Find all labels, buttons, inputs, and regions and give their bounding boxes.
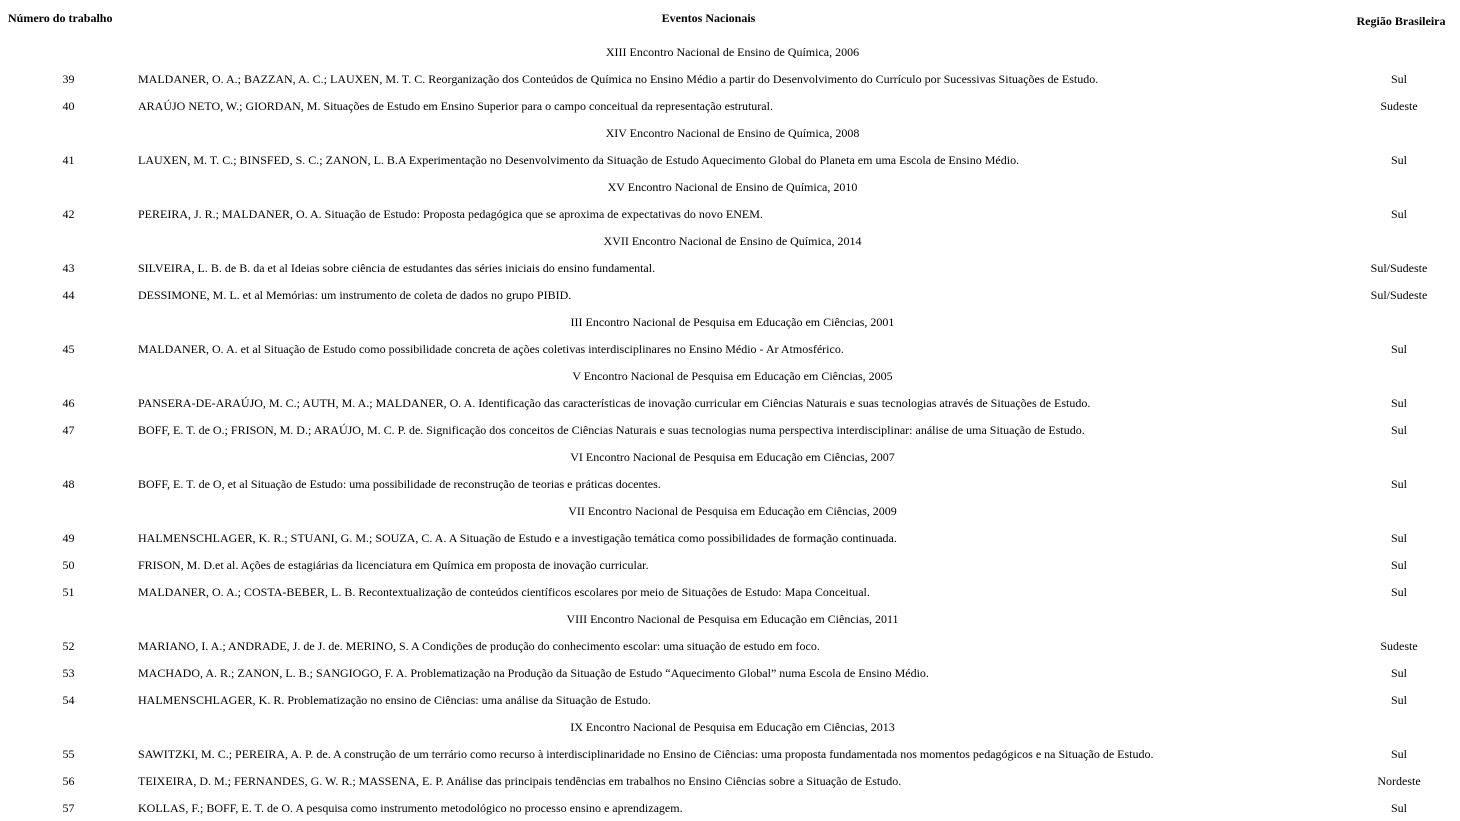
work-number: 46 <box>62 395 75 410</box>
event-title-row <box>0 38 1460 65</box>
work-reference: PEREIRA, J. R.; MALDANER, O. A. Situação de Estudo: Proposta pedagógica que se aproxima de expectativas do novo ENEM. <box>138 206 763 221</box>
empty-cell <box>0 443 137 470</box>
work-reference: SAWITZKI, M. C.; PEREIRA, A. P. de. A construção de um terrário como recurso à interdisciplinaridade no Ensino de Ciências: uma proposta fundamentada nos momentos pedagógicos e na Situação de Estudo. <box>138 746 1154 761</box>
work-region: Sudeste <box>1380 98 1418 113</box>
work-number: 49 <box>62 530 75 545</box>
work-row <box>0 686 1460 713</box>
work-row <box>0 335 1460 362</box>
empty-cell <box>0 119 137 146</box>
header-events: Eventos Nacionais <box>661 11 756 25</box>
work-number: 41 <box>62 152 75 167</box>
work-number: 50 <box>62 557 75 572</box>
work-region: Sul/Sudeste <box>1370 287 1428 302</box>
works-table <box>0 4 1460 821</box>
event-title: VI Encontro Nacional de Pesquisa em Educação em Ciências, 2007 <box>570 449 895 464</box>
work-reference: HALMENSCHLAGER, K. R.; STUANI, G. M.; SOUZA, C. A. A Situação de Estudo e a investigação temática como possibilidades de formação continuada. <box>138 530 897 545</box>
work-number: 45 <box>62 341 75 356</box>
empty-cell <box>1338 362 1460 389</box>
work-region: Sul <box>1390 476 1407 491</box>
work-reference: PANSERA-DE-ARAÚJO, M. C.; AUTH, M. A.; MALDANER, O. A. Identificação das características de inovação curricular em Ciências Naturais e suas tecnologias através de Situações de Estudo. <box>138 395 1091 410</box>
event-title-row <box>0 605 1460 632</box>
work-reference: MALDANER, O. A. et al Situação de Estudo como possibilidade concreta de ações coletivas interdisciplinares no Ensino Médio - Ar Atmosférico. <box>138 341 844 356</box>
empty-cell <box>1338 308 1460 335</box>
work-region: Sul <box>1390 746 1407 761</box>
work-row <box>0 551 1460 578</box>
work-number: 54 <box>62 692 75 707</box>
work-reference: BOFF, E. T. de O, et al Situação de Estudo: uma possibilidade de reconstrução de teorias e práticas docentes. <box>138 476 661 491</box>
empty-cell <box>1338 713 1460 740</box>
work-row <box>0 254 1460 281</box>
empty-cell <box>0 605 137 632</box>
work-number: 43 <box>62 260 75 275</box>
work-row <box>0 470 1460 497</box>
event-title-row <box>0 227 1460 254</box>
work-number: 44 <box>62 287 75 302</box>
empty-cell <box>1338 605 1460 632</box>
event-title: III Encontro Nacional de Pesquisa em Educação em Ciências, 2001 <box>570 314 895 329</box>
event-title-row <box>0 443 1460 470</box>
empty-cell <box>0 227 137 254</box>
work-number: 42 <box>62 206 75 221</box>
work-number: 52 <box>62 638 75 653</box>
work-number: 39 <box>62 71 75 86</box>
work-region: Sul <box>1390 692 1407 707</box>
event-title-row <box>0 497 1460 524</box>
event-title: IX Encontro Nacional de Pesquisa em Educação em Ciências, 2013 <box>570 719 895 734</box>
event-title-row <box>0 119 1460 146</box>
work-region: Sul <box>1390 800 1407 815</box>
work-row <box>0 794 1460 821</box>
event-title-row <box>0 362 1460 389</box>
work-reference: TEIXEIRA, D. M.; FERNANDES, G. W. R.; MASSENA, E. P. Análise das principais tendências em trabalhos no Ensino Ciências sobre a Situação de Estudo. <box>138 773 902 788</box>
work-region: Nordeste <box>1377 773 1421 788</box>
work-number: 55 <box>62 746 75 761</box>
empty-cell <box>1338 497 1460 524</box>
event-title: V Encontro Nacional de Pesquisa em Educação em Ciências, 2005 <box>572 368 893 383</box>
work-reference: FRISON, M. D.et al. Ações de estagiárias da licenciatura em Química em proposta de inovação curricular. <box>138 557 649 572</box>
event-title-row <box>0 308 1460 335</box>
empty-cell <box>0 713 137 740</box>
work-reference: ARAÚJO NETO, W.; GIORDAN, M. Situações de Estudo em Ensino Superior para o campo conceitual da representação estrutural. <box>138 98 773 113</box>
work-row <box>0 767 1460 794</box>
empty-cell <box>1338 227 1460 254</box>
event-title: VIII Encontro Nacional de Pesquisa em Educação em Ciências, 2011 <box>566 611 899 626</box>
event-title: XVII Encontro Nacional de Ensino de Química, 2014 <box>603 233 862 248</box>
work-reference: LAUXEN, M. T. C.; BINSFED, S. C.; ZANON, L. B.A Experimentação no Desenvolvimento da Situação de Estudo Aquecimento Global do Planeta em uma Escola de Ensino Médio. <box>138 152 1020 167</box>
header-number: Número do trabalho <box>8 11 113 25</box>
work-region: Sul <box>1390 71 1407 86</box>
empty-cell <box>0 38 137 65</box>
work-region: Sul <box>1390 341 1407 356</box>
work-row <box>0 659 1460 686</box>
work-row <box>0 65 1460 92</box>
work-row <box>0 524 1460 551</box>
event-title-row <box>0 173 1460 200</box>
event-title: XV Encontro Nacional de Ensino de Química, 2010 <box>607 179 858 194</box>
work-region: Sul <box>1390 557 1407 572</box>
work-reference: BOFF, E. T. de O.; FRISON, M. D.; ARAÚJO, M. C. P. de. Significação dos conceitos de Ciências Naturais e suas tecnologias numa perspectiva interdisciplinar: análise de uma Situação de Estudo. <box>138 422 1085 437</box>
work-row <box>0 389 1460 416</box>
work-region: Sul <box>1390 665 1407 680</box>
work-number: 57 <box>62 800 75 815</box>
empty-cell <box>0 497 137 524</box>
header-region: Região Brasileira <box>1356 14 1446 28</box>
work-reference: MARIANO, I. A.; ANDRADE, J. de J. de. MERINO, S. A Condições de produção do conhecimento escolar: uma situação de estudo em foco. <box>138 638 820 653</box>
work-row <box>0 416 1460 443</box>
work-row <box>0 92 1460 119</box>
event-title-row <box>0 713 1460 740</box>
work-row <box>0 200 1460 227</box>
empty-cell <box>1338 119 1460 146</box>
work-region: Sudeste <box>1380 638 1418 653</box>
event-title: XIII Encontro Nacional de Ensino de Química, 2006 <box>605 44 860 59</box>
empty-cell <box>0 362 137 389</box>
work-region: Sul/Sudeste <box>1370 260 1428 275</box>
work-row <box>0 632 1460 659</box>
work-reference: KOLLAS, F.; BOFF, E. T. de O. A pesquisa como instrumento metodológico no processo ensino e aprendizagem. <box>138 800 683 815</box>
work-region: Sul <box>1390 422 1407 437</box>
work-reference: DESSIMONE, M. L. et al Memórias: um instrumento de coleta de dados no grupo PIBID. <box>138 287 572 302</box>
work-reference: HALMENSCHLAGER, K. R. Problematização no ensino de Ciências: uma análise da Situação de Estudo. <box>138 692 651 707</box>
work-number: 51 <box>62 584 75 599</box>
work-row <box>0 578 1460 605</box>
work-region: Sul <box>1390 584 1407 599</box>
work-row <box>0 281 1460 308</box>
table-body <box>0 38 1460 821</box>
work-reference: MACHADO, A. R.; ZANON, L. B.; SANGIOGO, F. A. Problematização na Produção da Situação de Estudo “Aquecimento Global” numa Escola de Ensino Médio. <box>138 665 929 680</box>
empty-cell <box>1338 173 1460 200</box>
work-number: 47 <box>62 422 75 437</box>
work-region: Sul <box>1390 395 1407 410</box>
empty-cell <box>0 173 137 200</box>
work-number: 53 <box>62 665 75 680</box>
work-reference: MALDANER, O. A.; BAZZAN, A. C.; LAUXEN, M. T. C. Reorganização dos Conteúdos de Química no Ensino Médio a partir do Desenvolvimento do Currículo por Sucessivas Situações de Estudo. <box>138 71 1099 86</box>
event-title: XIV Encontro Nacional de Ensino de Química, 2008 <box>605 125 860 140</box>
work-region: Sul <box>1390 530 1407 545</box>
empty-cell <box>0 308 137 335</box>
work-number: 48 <box>62 476 75 491</box>
work-row <box>0 740 1460 767</box>
work-region: Sul <box>1390 206 1407 221</box>
work-region: Sul <box>1390 152 1407 167</box>
empty-cell <box>1338 443 1460 470</box>
work-number: 56 <box>62 773 75 788</box>
work-reference: MALDANER, O. A.; COSTA-BEBER, L. B. Recontextualização de conteúdos científicos escolares por meio de Situações de Estudo: Mapa Conceitual. <box>138 584 870 599</box>
work-row <box>0 146 1460 173</box>
work-number: 40 <box>62 98 75 113</box>
header-row <box>0 4 1460 38</box>
event-title: VII Encontro Nacional de Pesquisa em Educação em Ciências, 2009 <box>568 503 897 518</box>
work-reference: SILVEIRA, L. B. de B. da et al Ideias sobre ciência de estudantes das séries iniciais do ensino fundamental. <box>138 260 656 275</box>
